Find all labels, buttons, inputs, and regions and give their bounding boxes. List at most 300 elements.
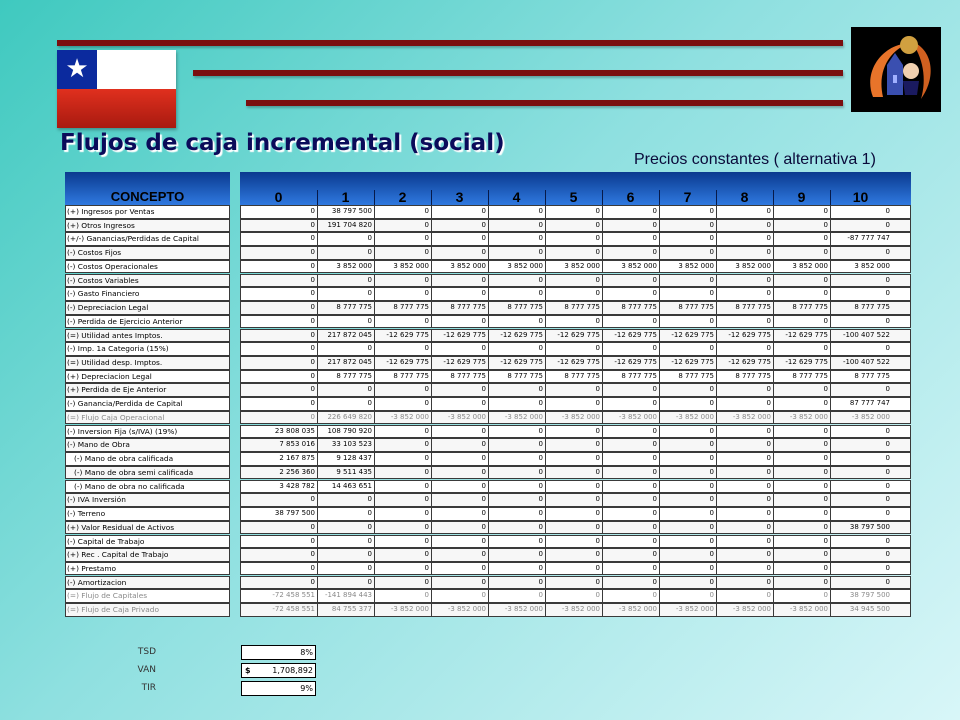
cell-year-1: 8 777 775 <box>318 371 375 383</box>
cell-year-5: 0 <box>546 247 603 259</box>
cell-year-3: -3 852 000 <box>432 604 489 616</box>
cell-year-9: 0 <box>774 384 831 396</box>
cell-year-0: 0 <box>241 330 318 342</box>
year-header-divider <box>602 190 603 205</box>
cell-year-9: 0 <box>774 343 831 355</box>
row-label: (+) Prestamo <box>65 562 230 576</box>
cell-year-4: 0 <box>489 453 546 465</box>
cell-year-2: 0 <box>375 233 432 245</box>
cell-year-7: 0 <box>660 206 717 218</box>
cell-year-1: 217 872 045 <box>318 357 375 369</box>
cell-year-0: 7 853 016 <box>241 439 318 451</box>
cell-year-0: 0 <box>241 549 318 561</box>
cell-year-10: 0 <box>885 426 890 435</box>
cell-year-0: -72 458 551 <box>241 590 318 602</box>
cell-year-3: 0 <box>432 384 489 396</box>
cell-year-2: 0 <box>375 494 432 506</box>
cell-year-0: 0 <box>241 384 318 396</box>
cell-year-6: 0 <box>603 439 660 451</box>
cell-year-6: 0 <box>603 316 660 328</box>
cell-year-10: 0 <box>885 495 890 504</box>
year-header-divider <box>488 190 489 205</box>
year-header-6: 6 <box>626 189 635 205</box>
cell-year-4: 0 <box>489 563 546 575</box>
cell-year-8: 0 <box>717 206 774 218</box>
cell-year-5: 0 <box>546 453 603 465</box>
cell-year-5: 0 <box>546 206 603 218</box>
van-label: VAN <box>137 665 156 675</box>
cell-year-0: 0 <box>241 563 318 575</box>
cell-year-1: 0 <box>318 275 375 287</box>
cell-year-3: 0 <box>432 481 489 493</box>
cell-year-6: 0 <box>603 384 660 396</box>
cell-year-3: 3 852 000 <box>432 261 489 273</box>
cell-year-7: 8 777 775 <box>660 302 717 314</box>
cell-year-2: -3 852 000 <box>375 604 432 616</box>
cell-year-3: 0 <box>432 590 489 602</box>
cell-year-6: -12 629 775 <box>603 330 660 342</box>
cell-year-4: -12 629 775 <box>489 330 546 342</box>
cell-year-3: 0 <box>432 439 489 451</box>
cell-year-3: 0 <box>432 247 489 259</box>
cell-year-1: 0 <box>318 549 375 561</box>
cell-year-6: 0 <box>603 508 660 520</box>
row-values <box>240 603 911 617</box>
cell-year-10: 0 <box>885 550 890 559</box>
cell-year-8: 0 <box>717 522 774 534</box>
year-header-divider <box>545 190 546 205</box>
cell-year-7: 0 <box>660 577 717 589</box>
year-header-divider <box>317 190 318 205</box>
cell-year-0: 2 256 360 <box>241 467 318 479</box>
cell-year-0: 0 <box>241 522 318 534</box>
cell-year-9: 0 <box>774 288 831 300</box>
years-header <box>240 172 911 205</box>
cell-year-4: -3 852 000 <box>489 604 546 616</box>
cell-year-6: 0 <box>603 233 660 245</box>
cell-year-4: 0 <box>489 508 546 520</box>
cell-year-4: 3 852 000 <box>489 261 546 273</box>
cell-year-5: 0 <box>546 426 603 438</box>
year-header-4: 4 <box>512 189 521 205</box>
cell-year-9: 0 <box>774 439 831 451</box>
cell-year-8: -12 629 775 <box>717 330 774 342</box>
cell-year-1: 0 <box>318 577 375 589</box>
cell-year-2: 0 <box>375 508 432 520</box>
year-header-5: 5 <box>569 189 578 205</box>
row-values <box>240 287 911 301</box>
cell-year-1: 3 852 000 <box>318 261 375 273</box>
cell-year-9: 0 <box>774 206 831 218</box>
cell-year-2: 0 <box>375 426 432 438</box>
row-label: (-) Costos Variables <box>65 274 230 288</box>
cell-year-6: -3 852 000 <box>603 604 660 616</box>
cell-year-0: 0 <box>241 247 318 259</box>
cell-year-5: 0 <box>546 549 603 561</box>
cell-year-9: 0 <box>774 577 831 589</box>
row-values <box>240 260 911 274</box>
cell-year-3: 0 <box>432 233 489 245</box>
row-label: (-) Imp. 1a Categoria (15%) <box>65 342 230 356</box>
cell-year-2: -12 629 775 <box>375 357 432 369</box>
cell-year-0: 0 <box>241 302 318 314</box>
row-values <box>240 438 911 452</box>
row-values <box>240 301 911 315</box>
cell-year-1: 9 128 437 <box>318 453 375 465</box>
cell-year-4: 0 <box>489 426 546 438</box>
cell-year-3: 0 <box>432 467 489 479</box>
cell-year-10: -100 407 522 <box>842 330 890 339</box>
cell-year-7: 0 <box>660 508 717 520</box>
row-label: (-) Terreno <box>65 507 230 521</box>
cell-year-2: 0 <box>375 384 432 396</box>
cell-year-4: 0 <box>489 439 546 451</box>
cell-year-0: -72 458 551 <box>241 604 318 616</box>
cell-year-0: 0 <box>241 343 318 355</box>
cell-year-0: 0 <box>241 577 318 589</box>
cell-year-8: 0 <box>717 590 774 602</box>
cell-year-2: 0 <box>375 275 432 287</box>
cell-year-2: 0 <box>375 247 432 259</box>
cell-year-9: 0 <box>774 481 831 493</box>
year-header-0: 0 <box>274 189 283 205</box>
cell-year-7: 0 <box>660 439 717 451</box>
cell-year-6: 0 <box>603 453 660 465</box>
cell-year-8: -3 852 000 <box>717 604 774 616</box>
cell-year-2: 0 <box>375 590 432 602</box>
cell-year-7: 0 <box>660 398 717 410</box>
row-values <box>240 232 911 246</box>
cell-year-4: 0 <box>489 220 546 232</box>
cell-year-3: -12 629 775 <box>432 330 489 342</box>
cell-year-7: 0 <box>660 467 717 479</box>
cell-year-2: 0 <box>375 536 432 548</box>
tir-cell <box>241 681 316 696</box>
cell-year-2: 0 <box>375 467 432 479</box>
cell-year-4: -12 629 775 <box>489 357 546 369</box>
cell-year-0: 0 <box>241 206 318 218</box>
cell-year-0: 3 428 782 <box>241 481 318 493</box>
cell-year-0: 0 <box>241 220 318 232</box>
cell-year-0: 0 <box>241 412 318 424</box>
cell-year-10: 0 <box>885 440 890 449</box>
row-values <box>240 535 911 549</box>
cell-year-7: 0 <box>660 343 717 355</box>
cell-year-3: 0 <box>432 522 489 534</box>
row-values <box>240 219 911 233</box>
row-values <box>240 589 911 603</box>
row-label: (-) Mano de obra semi calificada <box>65 466 230 480</box>
cell-year-9: 0 <box>774 536 831 548</box>
cell-year-5: -12 629 775 <box>546 330 603 342</box>
cell-year-1: 33 103 523 <box>318 439 375 451</box>
cell-year-1: 9 511 435 <box>318 467 375 479</box>
cell-year-10: 0 <box>885 220 890 229</box>
row-values <box>240 507 911 521</box>
tir-value: 9% <box>300 684 313 693</box>
cell-year-6: 0 <box>603 426 660 438</box>
cell-year-3: -3 852 000 <box>432 412 489 424</box>
cell-year-5: 0 <box>546 220 603 232</box>
row-values <box>240 480 911 494</box>
cell-year-8: 3 852 000 <box>717 261 774 273</box>
cell-year-10: 0 <box>885 248 890 257</box>
cell-year-8: -12 629 775 <box>717 357 774 369</box>
cell-year-1: 217 872 045 <box>318 330 375 342</box>
cell-year-10: 8 777 775 <box>854 303 890 312</box>
cell-year-3: 8 777 775 <box>432 302 489 314</box>
row-values <box>240 274 911 288</box>
cell-year-8: 0 <box>717 577 774 589</box>
cell-year-7: -3 852 000 <box>660 604 717 616</box>
cell-year-2: 0 <box>375 343 432 355</box>
cell-year-9: 0 <box>774 453 831 465</box>
cell-year-5: 0 <box>546 233 603 245</box>
cell-year-9: 3 852 000 <box>774 261 831 273</box>
row-label: (-) Amortizacion <box>65 576 230 590</box>
row-label: (=) Utilidad desp. Imptos. <box>65 356 230 370</box>
cell-year-8: 0 <box>717 508 774 520</box>
cell-year-1: 14 463 651 <box>318 481 375 493</box>
row-values <box>240 356 911 370</box>
cell-year-6: -3 852 000 <box>603 412 660 424</box>
cell-year-5: 0 <box>546 467 603 479</box>
cell-year-1: 191 704 820 <box>318 220 375 232</box>
cell-year-9: 0 <box>774 275 831 287</box>
cell-year-3: 0 <box>432 398 489 410</box>
cell-year-2: -12 629 775 <box>375 330 432 342</box>
cell-year-6: 0 <box>603 467 660 479</box>
institution-logo <box>851 27 941 112</box>
cell-year-3: 0 <box>432 536 489 548</box>
cell-year-10: 87 777 747 <box>849 399 890 408</box>
row-values <box>240 548 911 562</box>
page-title: Flujos de caja incremental (social) <box>60 130 505 156</box>
top-bar-2 <box>193 70 843 76</box>
row-label: (+) Rec . Capital de Trabajo <box>65 548 230 562</box>
cell-year-3: 0 <box>432 563 489 575</box>
cell-year-9: 0 <box>774 467 831 479</box>
cell-year-1: 38 797 500 <box>318 206 375 218</box>
cell-year-10: 0 <box>885 207 890 215</box>
cell-year-10: 0 <box>885 275 890 284</box>
cell-year-3: 0 <box>432 316 489 328</box>
cell-year-4: 0 <box>489 275 546 287</box>
cell-year-3: 0 <box>432 494 489 506</box>
cell-year-6: 0 <box>603 206 660 218</box>
cell-year-7: 0 <box>660 590 717 602</box>
cell-year-6: 0 <box>603 494 660 506</box>
row-label: (-) Costos Operacionales <box>65 260 230 274</box>
cell-year-5: 0 <box>546 536 603 548</box>
row-values <box>240 425 911 439</box>
year-header-9: 9 <box>797 189 806 205</box>
cell-year-2: 0 <box>375 549 432 561</box>
cell-year-1: 108 790 920 <box>318 426 375 438</box>
cell-year-1: 0 <box>318 536 375 548</box>
cell-year-8: 0 <box>717 316 774 328</box>
cell-year-8: 0 <box>717 247 774 259</box>
row-label: (-) Mano de obra calificada <box>65 452 230 466</box>
row-label: (+/-) Ganancias/Perdidas de Capital <box>65 232 230 246</box>
row-values <box>240 205 911 219</box>
cell-year-6: 0 <box>603 220 660 232</box>
row-values <box>240 466 911 480</box>
cell-year-2: 0 <box>375 563 432 575</box>
cell-year-4: 0 <box>489 343 546 355</box>
cell-year-4: 8 777 775 <box>489 371 546 383</box>
row-label: (-) IVA Inversión <box>65 493 230 507</box>
flag-red-band <box>57 89 176 128</box>
row-label: (+) Valor Residual de Activos <box>65 521 230 535</box>
cell-year-2: 0 <box>375 577 432 589</box>
cell-year-4: 0 <box>489 288 546 300</box>
cell-year-8: 0 <box>717 563 774 575</box>
cell-year-5: -3 852 000 <box>546 604 603 616</box>
cell-year-9: 0 <box>774 233 831 245</box>
cell-year-2: 0 <box>375 206 432 218</box>
cell-year-10: 0 <box>885 467 890 476</box>
cell-year-8: -3 852 000 <box>717 412 774 424</box>
cell-year-3: 0 <box>432 549 489 561</box>
cell-year-6: 0 <box>603 288 660 300</box>
row-label: (-) Capital de Trabajo <box>65 535 230 549</box>
cell-year-9: 0 <box>774 220 831 232</box>
row-values <box>240 397 911 411</box>
cell-year-6: 0 <box>603 549 660 561</box>
row-label: (-) Perdida de Ejercicio Anterior <box>65 315 230 329</box>
cell-year-10: -100 407 522 <box>842 358 890 367</box>
cell-year-5: 8 777 775 <box>546 302 603 314</box>
cell-year-3: 0 <box>432 343 489 355</box>
cell-year-0: 0 <box>241 233 318 245</box>
cell-year-8: 0 <box>717 398 774 410</box>
tir-label: TIR <box>141 683 156 693</box>
row-values <box>240 315 911 329</box>
cell-year-7: 3 852 000 <box>660 261 717 273</box>
row-label: (-) Inversion Fija (s/IVA) (19%) <box>65 425 230 439</box>
cell-year-1: 0 <box>318 343 375 355</box>
cell-year-1: 0 <box>318 522 375 534</box>
cell-year-9: 0 <box>774 398 831 410</box>
cell-year-7: 0 <box>660 233 717 245</box>
cell-year-9: -12 629 775 <box>774 330 831 342</box>
cell-year-3: 0 <box>432 206 489 218</box>
cell-year-2: 0 <box>375 522 432 534</box>
cell-year-9: -3 852 000 <box>774 412 831 424</box>
cell-year-2: 8 777 775 <box>375 371 432 383</box>
cell-year-3: 0 <box>432 453 489 465</box>
cell-year-8: 0 <box>717 275 774 287</box>
cell-year-2: 0 <box>375 220 432 232</box>
cell-year-9: 0 <box>774 316 831 328</box>
cell-year-10: -3 852 000 <box>851 412 890 421</box>
cell-year-10: 0 <box>885 454 890 463</box>
flag-white-band <box>97 50 176 89</box>
cell-year-7: 0 <box>660 549 717 561</box>
cell-year-1: 226 649 820 <box>318 412 375 424</box>
cell-year-3: 0 <box>432 275 489 287</box>
cell-year-7: 0 <box>660 220 717 232</box>
year-header-2: 2 <box>398 189 407 205</box>
cell-year-4: 0 <box>489 590 546 602</box>
concept-header <box>65 172 230 205</box>
cell-year-6: 0 <box>603 577 660 589</box>
cell-year-10: 38 797 500 <box>849 522 890 531</box>
year-header-divider <box>716 190 717 205</box>
cell-year-4: 0 <box>489 467 546 479</box>
cell-year-5: 0 <box>546 439 603 451</box>
cell-year-2: 0 <box>375 439 432 451</box>
row-values <box>240 521 911 535</box>
cell-year-7: 0 <box>660 384 717 396</box>
cell-year-5: 0 <box>546 508 603 520</box>
row-label: (+) Otros Ingresos <box>65 219 230 233</box>
cell-year-5: 0 <box>546 384 603 396</box>
cell-year-4: 0 <box>489 316 546 328</box>
cell-year-5: 0 <box>546 563 603 575</box>
cell-year-5: 0 <box>546 398 603 410</box>
row-label: (=) Flujo Caja Operacional <box>65 411 230 425</box>
cell-year-6: 0 <box>603 590 660 602</box>
cell-year-7: 0 <box>660 563 717 575</box>
row-values <box>240 411 911 425</box>
cell-year-4: 0 <box>489 398 546 410</box>
cell-year-10: 3 852 000 <box>854 261 890 270</box>
cell-year-8: 0 <box>717 481 774 493</box>
cell-year-0: 0 <box>241 288 318 300</box>
van-currency: $ <box>245 666 251 675</box>
cell-year-5: 0 <box>546 577 603 589</box>
cell-year-6: 8 777 775 <box>603 371 660 383</box>
page-subtitle: Precios constantes ( alternativa 1) <box>634 151 876 168</box>
cell-year-0: 2 167 875 <box>241 453 318 465</box>
cell-year-7: 0 <box>660 316 717 328</box>
cell-year-2: 0 <box>375 288 432 300</box>
tsd-value: 8% <box>300 648 313 657</box>
cell-year-6: 0 <box>603 481 660 493</box>
cell-year-5: 0 <box>546 343 603 355</box>
cell-year-1: 0 <box>318 494 375 506</box>
cell-year-2: 8 777 775 <box>375 302 432 314</box>
row-values <box>240 370 911 384</box>
year-header-10: 10 <box>852 189 869 205</box>
row-values <box>240 383 911 397</box>
cell-year-0: 0 <box>241 357 318 369</box>
tsd-label: TSD <box>137 647 156 657</box>
van-value: 1,708,892 <box>272 666 313 675</box>
cell-year-7: 0 <box>660 275 717 287</box>
cell-year-4: 0 <box>489 549 546 561</box>
cell-year-3: 0 <box>432 508 489 520</box>
cell-year-6: -12 629 775 <box>603 357 660 369</box>
cell-year-10: -87 777 747 <box>847 234 890 243</box>
cell-year-5: 0 <box>546 288 603 300</box>
cell-year-4: -3 852 000 <box>489 412 546 424</box>
cell-year-10: 0 <box>885 344 890 353</box>
cell-year-1: 0 <box>318 508 375 520</box>
cell-year-9: 0 <box>774 563 831 575</box>
cell-year-5: -12 629 775 <box>546 357 603 369</box>
cell-year-2: 3 852 000 <box>375 261 432 273</box>
cell-year-10: 0 <box>885 385 890 394</box>
year-header-divider <box>830 190 831 205</box>
cell-year-7: -12 629 775 <box>660 330 717 342</box>
cell-year-6: 0 <box>603 247 660 259</box>
cell-year-4: 0 <box>489 494 546 506</box>
row-label: (+) Depreciacion Legal <box>65 370 230 384</box>
cell-year-9: 0 <box>774 508 831 520</box>
